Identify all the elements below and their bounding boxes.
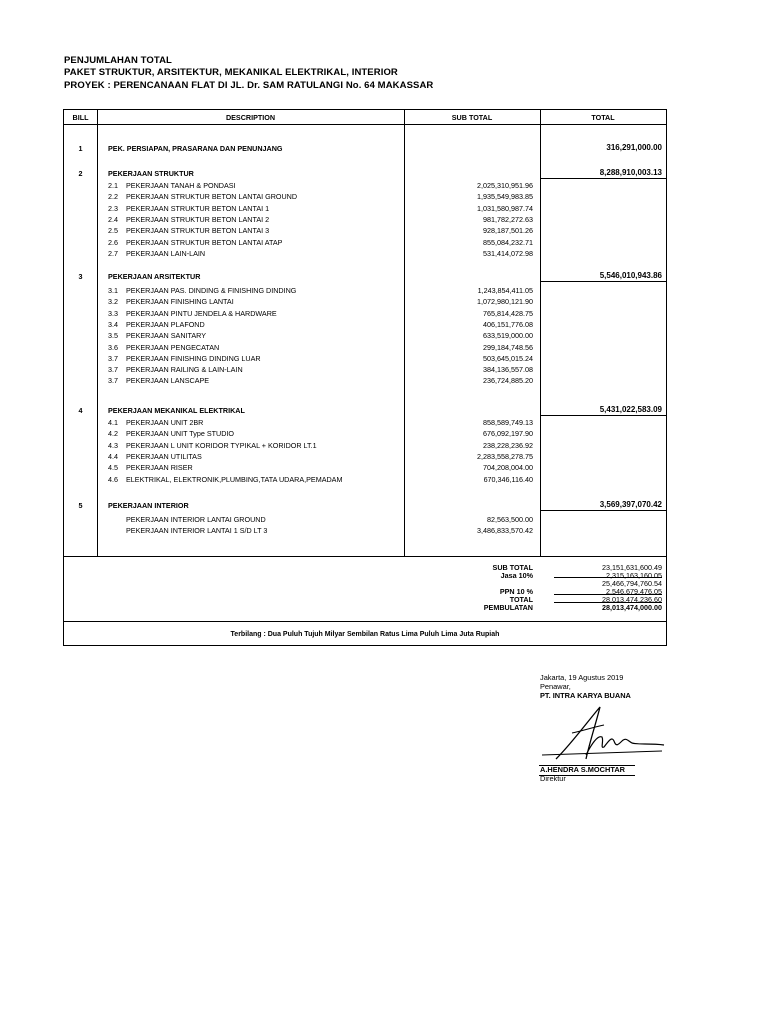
terbilang-text: Terbilang : Dua Puluh Tujuh Milyar Sembilan Ratus Lima Puluh Lima Juta Rupiah <box>230 631 500 638</box>
item-description: PEKERJAAN UNIT 2BR <box>126 418 204 427</box>
col-header-total: TOTAL <box>591 113 615 122</box>
item-code: 2.3 <box>108 203 118 213</box>
item-code: 4.1 <box>108 418 118 427</box>
item-code: 4.2 <box>108 429 118 439</box>
item-subtotal: 670,346,116.40 <box>483 474 533 484</box>
item-description: PEKERJAAN INTERIOR LANTAI GROUND <box>126 515 266 524</box>
item-code: 4.3 <box>108 440 118 450</box>
item-code: 2.1 <box>108 181 118 190</box>
body-bottom-line <box>64 556 666 557</box>
col-header-bill: BILL <box>72 113 89 122</box>
item-subtotal: 299,184,748.56 <box>483 342 533 352</box>
section-total-underline <box>540 178 666 179</box>
signer-title: Direktur <box>540 774 566 783</box>
item-description: PEKERJAAN PENGECATAN <box>126 342 220 352</box>
item-subtotal: 1,935,549,983.85 <box>477 192 533 202</box>
item-subtotal: 1,031,580,987.74 <box>477 203 533 213</box>
item-description: PEKERJAAN SANITARY <box>126 331 207 341</box>
item-description: PEKERJAAN STRUKTUR BETON LANTAI 3 <box>126 226 270 236</box>
project-title: PROYEK : PERENCANAAN FLAT DI JL. Dr. SAM RATULANGI No. 64 MAKASSAR <box>64 80 434 91</box>
item-code: 2.2 <box>108 192 118 202</box>
item-subtotal: 3,486,833,570.42 <box>477 526 533 536</box>
section-total: 316,291,000.00 <box>606 143 662 152</box>
item-code: 4.5 <box>108 463 118 473</box>
item-subtotal: 676,092,197.90 <box>483 429 533 439</box>
summary-value: 2,315,163,160.05 <box>606 571 662 580</box>
summary-label: Jasa 10% <box>500 571 533 580</box>
item-code: 2.7 <box>108 248 118 258</box>
item-code: 3.2 <box>108 297 118 307</box>
item-subtotal: 765,814,428.75 <box>483 308 533 318</box>
item-code: 3.1 <box>108 286 118 295</box>
item-subtotal: 2,025,310,951.96 <box>477 181 533 190</box>
item-description: PEKERJAAN LAIN-LAIN <box>126 248 206 258</box>
doc-title: PENJUMLAHAN TOTAL <box>64 55 172 66</box>
section-total-underline <box>540 510 666 511</box>
item-description: PEKERJAAN STRUKTUR BETON LANTAI 2 <box>126 214 270 224</box>
item-code: 4.4 <box>108 451 118 461</box>
item-subtotal: 855,084,232.71 <box>483 237 533 247</box>
item-subtotal: 531,414,072.98 <box>483 248 533 258</box>
signer-name: A.HENDRA S.MOCHTAR <box>540 765 625 774</box>
section-title: PEKERJAAN ARSITEKTUR <box>108 272 201 281</box>
section-title: PEKERJAAN MEKANIKAL ELEKTRIKAL <box>108 406 245 415</box>
bill-number: 3 <box>78 272 83 281</box>
col-header-subtotal: SUB TOTAL <box>451 113 493 122</box>
item-subtotal: 238,228,236.92 <box>483 440 533 450</box>
item-description: PEKERJAAN FINISHING LANTAI <box>126 297 234 307</box>
section-total: 8,288,910,003.13 <box>599 168 662 177</box>
summary-rule <box>554 594 662 595</box>
item-description: PEKERJAAN TANAH & PONDASI <box>126 181 236 190</box>
item-code: 3.5 <box>108 331 118 341</box>
item-subtotal: 1,243,854,411.05 <box>477 286 533 295</box>
item-description: PEKERJAAN PAS. DINDING & FINISHING DINDING <box>126 286 297 295</box>
summary-value: 28,013,474,000.00 <box>602 603 662 612</box>
item-description: PEKERJAAN PLAFOND <box>126 319 205 329</box>
summary-label: PEMBULATAN <box>483 603 533 612</box>
summary-value: 2,546,679,476.05 <box>606 587 662 596</box>
item-subtotal: 981,782,272.63 <box>483 214 533 224</box>
section-total: 5,546,010,943.86 <box>599 271 662 280</box>
section-total: 5,431,022,583.09 <box>599 405 662 414</box>
item-description: PEKERJAAN INTERIOR LANTAI 1 S/D LT 3 <box>126 526 268 536</box>
item-code: 2.6 <box>108 237 118 247</box>
col-divider-bill <box>97 110 98 556</box>
summary-rule <box>554 602 662 603</box>
item-description: PEKERJAAN RISER <box>126 463 193 473</box>
item-description: PEKERJAAN UNIT Type STUDIO <box>126 429 234 439</box>
item-description: PEKERJAAN RAILING & LAIN-LAIN <box>126 365 243 375</box>
handwritten-signature <box>542 703 668 763</box>
summary-label: PPN 10 % <box>499 587 533 596</box>
item-description: PEKERJAAN STRUKTUR BETON LANTAI GROUND <box>126 192 298 202</box>
package-title: PAKET STRUKTUR, ARSITEKTUR, MEKANIKAL ELEKTRIKAL, INTERIOR <box>64 67 398 78</box>
item-description: PEKERJAAN FINISHING DINDING LUAR <box>126 353 261 363</box>
item-subtotal: 503,645,015.24 <box>483 353 533 363</box>
item-code: 3.6 <box>108 342 118 352</box>
item-subtotal: 858,589,749.13 <box>483 418 533 427</box>
item-subtotal: 928,187,501.26 <box>483 226 533 236</box>
item-subtotal: 384,136,557.08 <box>483 365 533 375</box>
summary-bottom-line <box>64 621 666 622</box>
item-description: PEKERJAAN STRUKTUR BETON LANTAI 1 <box>126 203 270 213</box>
section-title: PEKERJAAN INTERIOR <box>108 501 189 510</box>
item-code: 3.7 <box>108 353 118 363</box>
item-code: 3.4 <box>108 319 118 329</box>
item-description: ELEKTRIKAL, ELEKTRONIK,PLUMBING,TATA UDARA,PEMADAM <box>126 474 343 484</box>
bill-number: 1 <box>78 144 83 153</box>
summary-value: 25,466,794,760.54 <box>602 579 662 588</box>
role-label: Penawar, <box>540 682 571 691</box>
bill-number: 5 <box>78 501 83 510</box>
item-code: 2.4 <box>108 214 118 224</box>
section-title: PEK. PERSIAPAN, PRASARANA DAN PENUNJANG <box>108 144 283 153</box>
item-description: PEKERJAAN STRUKTUR BETON LANTAI ATAP <box>126 237 283 247</box>
item-subtotal: 82,563,500.00 <box>487 515 533 524</box>
item-subtotal: 236,724,885.20 <box>483 376 533 386</box>
header-row-line <box>64 124 666 125</box>
item-description: PEKERJAAN UTILITAS <box>126 451 202 461</box>
summary-label: SUB TOTAL <box>492 563 533 572</box>
item-subtotal: 704,208,004.00 <box>483 463 533 473</box>
item-code: 3.7 <box>108 376 118 386</box>
bill-number: 2 <box>78 169 83 178</box>
item-code: 3.3 <box>108 308 118 318</box>
item-subtotal: 406,151,776.08 <box>483 319 533 329</box>
item-description: PEKERJAAN L UNIT KORIDOR TYPIKAL + KORIDOR LT.1 <box>126 440 317 450</box>
summary-value: 28,013,474,236.60 <box>602 595 662 604</box>
section-title: PEKERJAAN STRUKTUR <box>108 169 194 178</box>
company-name: PT. INTRA KARYA BUANA <box>540 691 631 700</box>
item-subtotal: 1,072,980,121.90 <box>477 297 533 307</box>
summary-rule <box>554 577 662 578</box>
section-total-underline <box>540 415 666 416</box>
item-subtotal: 2,283,558,278.75 <box>477 451 533 461</box>
summary-table <box>63 109 667 646</box>
summary-label: TOTAL <box>509 595 533 604</box>
summary-value: 23,151,631,600.49 <box>602 563 662 572</box>
item-code: 4.6 <box>108 474 118 484</box>
item-description: PEKERJAAN LANSCAPE <box>126 376 210 386</box>
item-description: PEKERJAAN PINTU JENDELA & HARDWARE <box>126 308 277 318</box>
section-total-underline <box>540 281 666 282</box>
bill-number: 4 <box>78 406 83 415</box>
section-total: 3,569,397,070.42 <box>599 500 662 509</box>
place-date: Jakarta, 19 Agustus 2019 <box>540 673 624 682</box>
item-code: 3.7 <box>108 365 118 375</box>
item-subtotal: 633,519,000.00 <box>483 331 533 341</box>
col-header-description: DESCRIPTION <box>225 113 276 122</box>
item-code: 2.5 <box>108 226 118 236</box>
